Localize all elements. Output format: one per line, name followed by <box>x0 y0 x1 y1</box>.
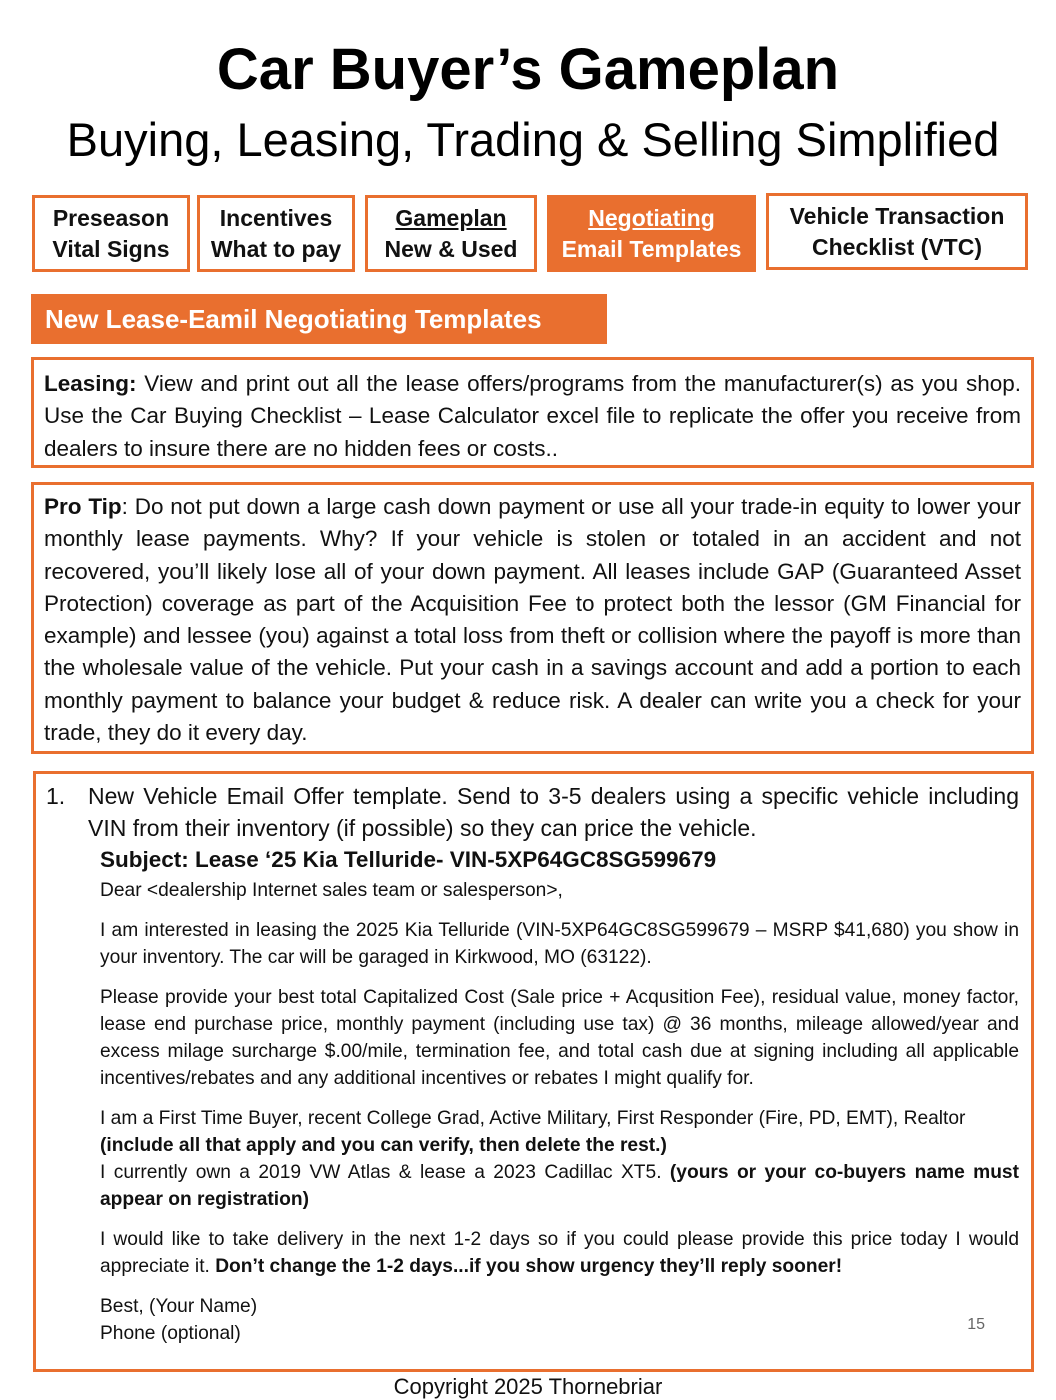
email-paragraph-5-text: I would like to take delivery in the next 1-2 days so if you could please provide this price today I would appreciate it. <box>100 1229 1019 1277</box>
tab-negotiating-email-templates[interactable] <box>547 195 756 272</box>
step-intro: New Vehicle Email Offer template. Send to 3-5 dealers using a specific vehicle including VIN from their inventory (if possible) so they can price the vehicle. <box>88 783 1019 842</box>
tab-incentives-what-to-pay[interactable] <box>197 195 355 272</box>
email-template-box <box>33 771 1034 1372</box>
section-heading: New Lease-Eamil Negotiating Templates <box>31 294 607 344</box>
email-paragraph-5-note: Don’t change the 1-2 days...if you show urgency they’ll reply sooner! <box>215 1256 843 1277</box>
tab-label-line2: Vital Signs <box>52 235 170 262</box>
tab-label-line1: Negotiating <box>588 204 715 231</box>
pro-tip-text: : Do not put down a large cash down payment or use all your trade-in equity to lower your monthly lease payments. Why? If your vehicle is stolen or totaled in an accident and not recovered, you’ll likely lose all of your down payment. All leases include GAP (Guaranteed Asset Protection) coverage as part of the Acquisition Fee to protect both the lessor (GM Financial for example) and lessee (you) against a total loss from theft or collision where the payoff is more than the wholesale value of the vehicle. Put your cash in a savings account and add a portion to each monthly payment to balance your budget & reduce risk. A dealer can write you a check for your trade, they do it every day. <box>44 494 1021 746</box>
tab-label-line1: Incentives <box>219 204 333 231</box>
email-greeting: Dear <dealership Internet sales team or salesperson>, <box>100 880 563 901</box>
email-paragraph-4 <box>100 1159 1019 1213</box>
email-paragraph-3 <box>100 1105 1019 1159</box>
tab-vehicle-transaction-checklist[interactable] <box>766 193 1028 270</box>
pro-tip-box <box>31 482 1034 754</box>
leasing-info-box <box>31 357 1034 468</box>
tab-label-line1: Preseason <box>52 204 170 231</box>
copyright-footer: Copyright 2025 Thornebriar <box>393 1374 663 1399</box>
email-paragraph-3-text: I am a First Time Buyer, recent College Grad, Active Military, First Responder (Fire, PD, EMT), Realtor <box>100 1108 966 1129</box>
tab-label-line2: What to pay <box>210 235 342 262</box>
email-paragraph-4-text: I currently own a 2019 VW Atlas & lease a 2023 Cadillac XT5. <box>100 1162 670 1183</box>
tab-label-line1: Vehicle Transaction <box>789 202 1005 229</box>
tab-label-line1: Gameplan <box>395 204 507 231</box>
email-paragraph-4-note: (yours or your co-buyers name must appear on registration) <box>100 1162 1019 1210</box>
leasing-label: Leasing: <box>44 371 137 396</box>
page-number: 15 <box>967 1315 985 1333</box>
tab-gameplan-new-used[interactable] <box>365 195 537 272</box>
leasing-text: View and print out all the lease offers/programs from the manufacturer(s) as you shop. Use the Car Buying Checklist – Lease Calculator excel file to replicate the offer you receive from dealers to insure there are no hidden fees or costs.. <box>44 371 1021 461</box>
email-body <box>100 846 1019 1347</box>
tab-label-line2: New & Used <box>384 235 518 262</box>
template-step <box>46 780 1019 845</box>
tab-label-line2: Email Templates <box>561 235 742 262</box>
page-title: Car Buyer’s Gameplan <box>216 37 840 102</box>
email-paragraph-2: Please provide your best total Capitalized Cost (Sale price + Acqusition Fee), residual value, money factor, lease end purchase price, monthly payment (including use tax) @ 36 months, mileage allowed/year and excess milage surcharge $.00/mile, termination fee, and total cash due at signing including all applicable incentives/rebates and any additional incentives or rebates I might qualify for. <box>100 987 1019 1089</box>
email-closing: Best, (Your Name) <box>100 1296 258 1317</box>
page-subtitle: Buying, Leasing, Trading & Selling Simplified <box>66 113 1000 166</box>
pro-tip-label: Pro Tip <box>44 494 122 519</box>
email-phone: Phone (optional) <box>100 1323 241 1344</box>
email-paragraph-5 <box>100 1226 1019 1280</box>
step-number: 1. <box>46 783 66 809</box>
email-subject: Subject: Lease ‘25 Kia Telluride- VIN-5XP64GC8SG599679 <box>100 847 717 872</box>
email-paragraph-3-note: (include all that apply and you can verify, then delete the rest.) <box>100 1135 667 1156</box>
email-paragraph-1: I am interested in leasing the 2025 Kia Telluride (VIN-5XP64GC8SG599679 – MSRP $41,680) you show in your inventory. The car will be garaged in Kirkwood, MO (63122). <box>100 920 1019 968</box>
tab-label-line2: Checklist (VTC) <box>812 233 982 260</box>
tab-preseason-vital-signs[interactable] <box>32 195 190 272</box>
